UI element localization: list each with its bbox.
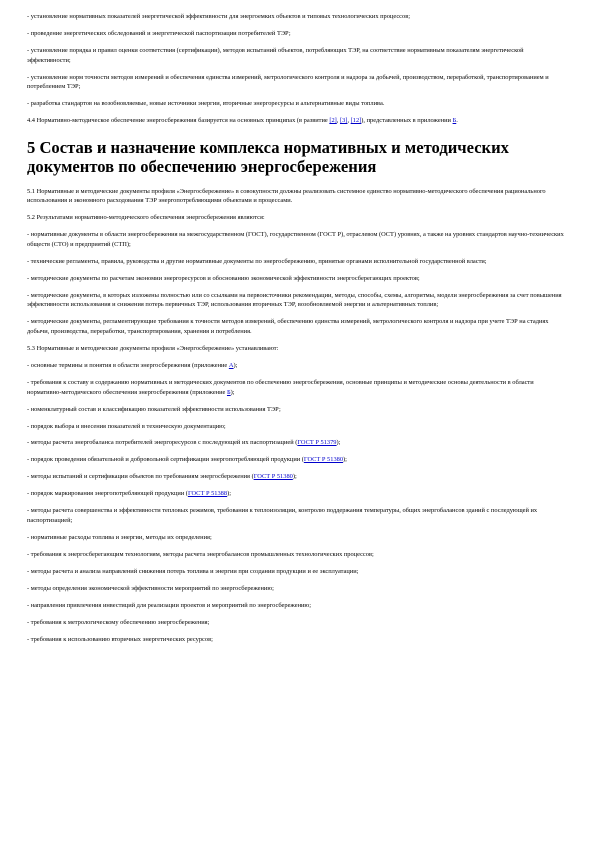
item-text: - требования к составу и содержанию нормативных и методических документов по обеспечению энергосбережения, основные принципы и методические основы деятельности в области нормативно-методического обеспечения энергосбережения (приложение xyxy=(27,378,534,396)
list-item xyxy=(27,378,565,397)
item-end: ); xyxy=(230,388,235,396)
reference-link[interactable]: [3] xyxy=(339,117,348,125)
separator: , xyxy=(336,117,340,125)
list-item xyxy=(27,489,565,499)
appendix-link[interactable]: Б xyxy=(226,388,231,396)
list-item: - проведение энергетических обследований и энергетической паспортизации потребителей ТЭР; xyxy=(27,29,291,37)
list-item xyxy=(27,472,565,482)
list-item: - требования к энергосберегающим технологиям, методы расчета энергобалансов промышленных технологических процессов; xyxy=(27,550,374,558)
paragraph-text: ), представленных в приложении xyxy=(361,117,453,125)
item-text: - порядок проведения обязательной и добровольной сертификации энергопотребляющей продукции ( xyxy=(27,456,304,464)
item-end: ); xyxy=(336,439,341,447)
standard-link[interactable]: ГОСТ Р 51380 xyxy=(253,473,293,481)
standard-link[interactable]: ГОСТ Р 51379 xyxy=(297,439,337,447)
paragraph: 5.3 Нормативные и методические документы профиля «Энергосбережение» устанавливают: xyxy=(27,344,279,352)
list-item: - требования к метрологическому обеспечению энергосбережения; xyxy=(27,618,210,626)
item-end: ); xyxy=(227,490,231,498)
reference-link[interactable]: [2] xyxy=(329,117,337,125)
list-item xyxy=(27,438,565,448)
list-item: - методы расчета и анализа направлений снижения потерь топлива и энергии при создании продукции и ее эксплуатации; xyxy=(27,567,359,575)
list-item: - установление нормативных показателей энергетической эффективности для энергоемких объектов и типовых технологических процессов; xyxy=(27,13,411,20)
list-item: - методы определения экономической эффективности мероприятий по энергосбережению; xyxy=(27,584,274,592)
list-item: - методические документы по расчетам экономии энергоресурсов и обоснованию экономической эффективности энергосберегающих проектов; xyxy=(27,274,420,282)
list-item: - методические документы, регламентирующие требования к точности методов измерений, обеспечению единства измерений, метрологического контроля и надзора при учете ТЭР на стадиях добычи, производства, переработки, транспортирования, хранения и потребления. xyxy=(27,318,549,335)
list-item: - нормативные расходы топлива и энергии, методы их определения; xyxy=(27,534,212,541)
item-text: - порядок маркирования энергопотребляющей продукции ( xyxy=(27,490,188,498)
paragraph: 5.1 Нормативные и методические документы профиля «Энергосбережение» в совокупности должны реализовать системное единство нормативно-методического обеспечения рационального использования и экономного расходования ТЭР энергопотребляющими объектами и процессами. xyxy=(27,187,546,205)
paragraph-4-4 xyxy=(27,116,565,126)
list-item: - установление норм точности методов измерений и обеспечения единства измерений, метрологического контроля и надзора за добычей, производством, переработкой, транспортированием и потреблением ТЭР; xyxy=(27,73,549,91)
item-text: - методы расчета энергобаланса потребителей энергоресурсов с последующей их паспортизацией ( xyxy=(27,439,298,447)
item-text: - основные термины и понятия в области энергосбережения (приложение xyxy=(27,361,229,369)
list-item: - методы расчета совершенства и эффективности тепловых режимов, требования к теплоизоляции, контролю поддержания температуры, общих энергобалансов зданий с последующей их паспортизацией; xyxy=(27,507,538,525)
appendix-link[interactable]: Б xyxy=(452,117,457,125)
paragraph-text: 4.4 Нормативно-методическое обеспечение энергосбережения базируется на основных принципах (в развитие xyxy=(27,117,330,125)
list-item: - разработка стандартов на возобновляемые, новые источники энергии, вторичные энергоресурсы и альтернативные виды топлива. xyxy=(27,100,385,108)
list-item: - технические регламенты, правила, руководства и другие нормативные документы по энергосбережению, принятые органами исполнительной государственной власти; xyxy=(27,257,487,265)
list-item: - направления привлечения инвестиций для реализации проектов и мероприятий по энергосбережению; xyxy=(27,601,311,609)
list-item: - методические документы, в которых изложены полностью или со ссылками на первоисточники рекомендации, методы, способы, схемы, алгоритмы, модели энергосбережения за счет повышения эффективности использования и снижения потерь первичных ТЭР, использования вторичных ТЭР, возобновляемой энергии и альтернативных топлив; xyxy=(27,291,562,309)
section-heading: 5 Состав и назначение комплекса нормативных и методических документов по обеспечению энергосбережения xyxy=(27,137,509,177)
appendix-link[interactable]: А xyxy=(228,361,234,369)
list-item: - номенклатурный состав и классификацию показателей эффективности использования ТЭР; xyxy=(27,405,281,413)
standard-link[interactable]: ГОСТ Р 51380 xyxy=(303,456,344,464)
list-item xyxy=(27,361,565,371)
paragraph-end: . xyxy=(456,117,458,125)
list-item: - установление порядка и правил оценки соответствия (сертификации), методов испытаний объектов, потребляющих ТЭР, на соответствие нормативным показателям энергетической эффективности; xyxy=(27,46,524,64)
list-item: - нормативные документы в области энергосбережения на межгосударственном (ГОСТ), государственном (ГОСТ Р), отраслевом (ОСТ) уровнях, а также на уровнях стандартов научно-технических обществ (СТО) и предприятий (СТП); xyxy=(27,231,564,248)
separator: , xyxy=(347,117,351,125)
paragraph: 5.2 Результатами нормативно-методического обеспечения энергосбережения являются: xyxy=(27,214,265,222)
list-item: - требования к использованию вторичных энергетических ресурсов; xyxy=(27,635,213,643)
standard-link[interactable]: ГОСТ Р 51388 xyxy=(187,490,228,498)
item-end: ); xyxy=(233,361,238,369)
list-item xyxy=(27,455,565,465)
item-text: - методы испытаний и сертификации объектов по требованиям энергосбережения ( xyxy=(27,473,254,481)
item-end: ); xyxy=(292,473,297,481)
item-end: ); xyxy=(343,456,347,464)
reference-link[interactable]: [12] xyxy=(350,117,362,125)
list-item: - порядок выбора и внесения показателей в техническую документацию; xyxy=(27,422,226,430)
